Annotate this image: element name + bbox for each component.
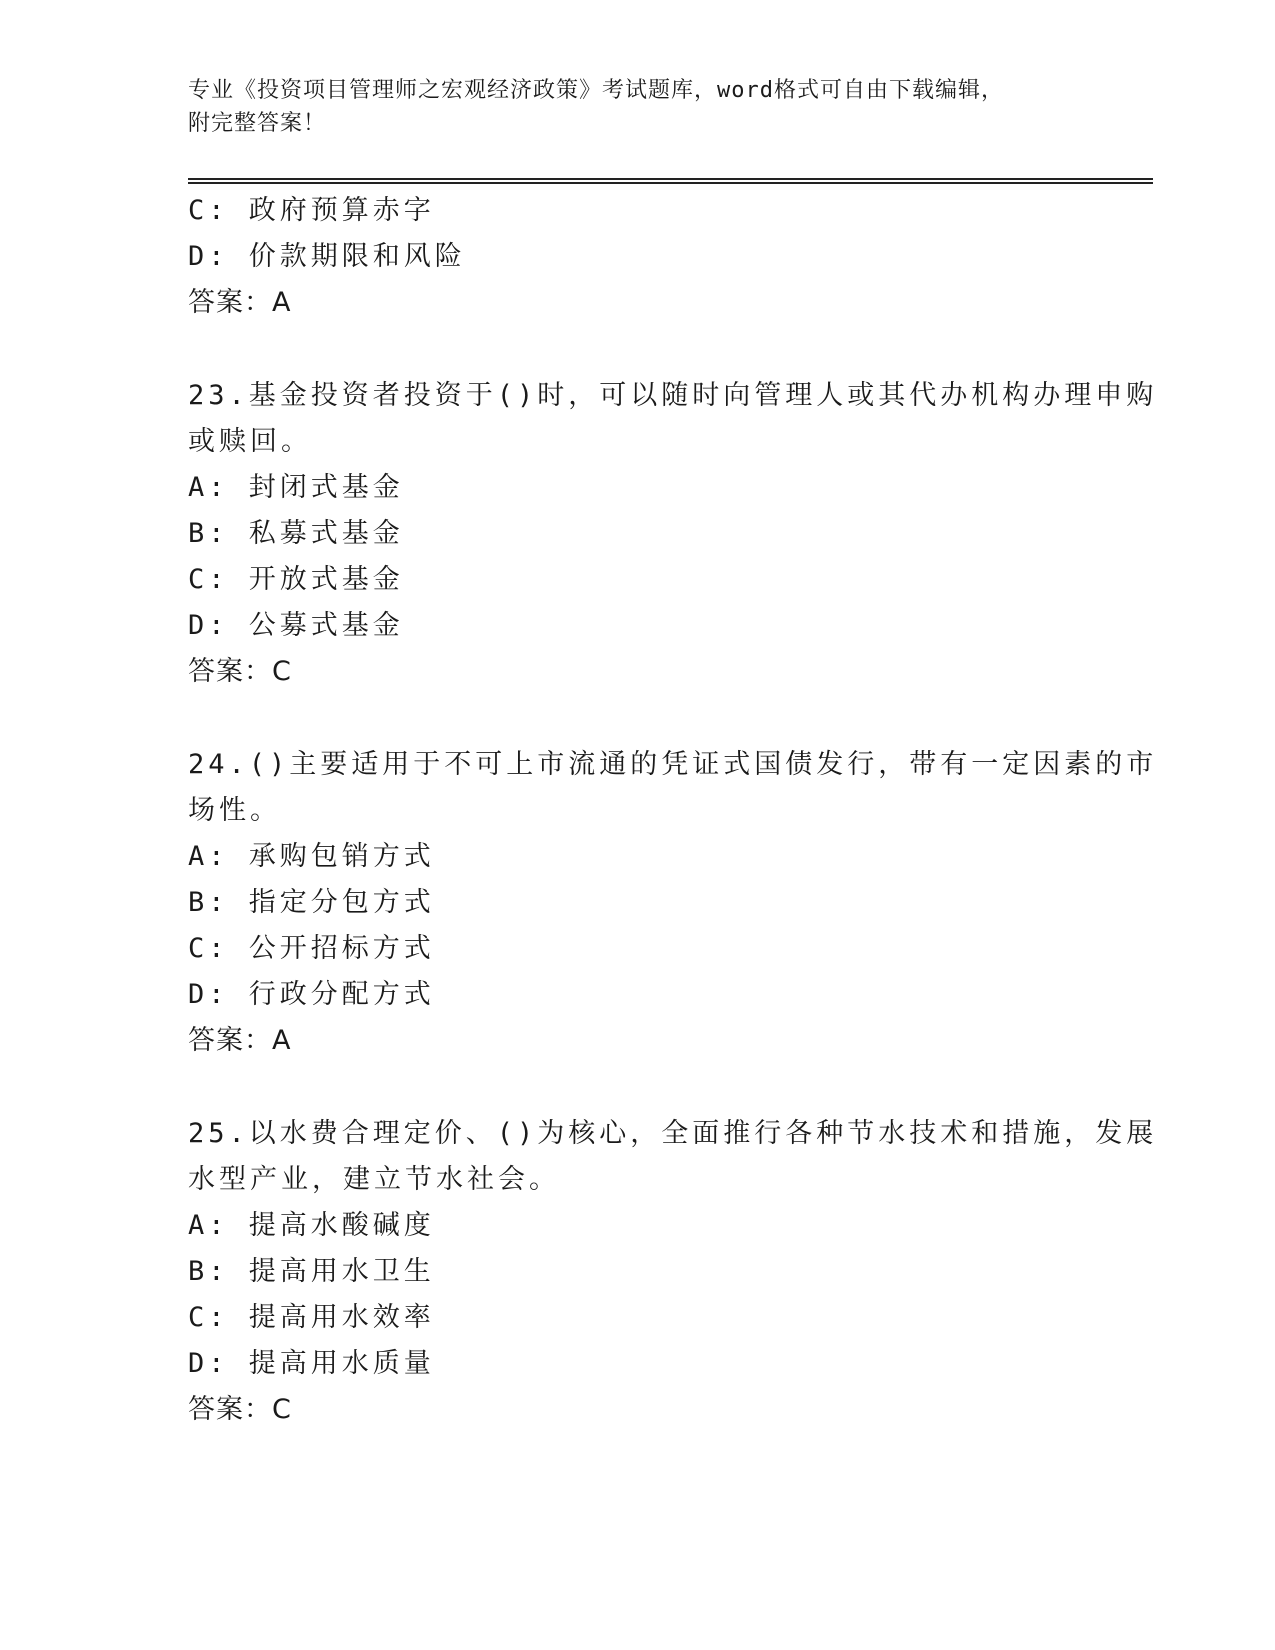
answer-line: 答案：C [188,656,292,687]
question-stem: 场性。 [188,795,281,826]
option-b: B: 私募式基金 [188,518,404,549]
option-d: D: 提高用水质量 [188,1348,435,1379]
option-c: C: 提高用水效率 [188,1302,435,1333]
spacer [188,1064,1088,1111]
option-a: A: 承购包销方式 [188,841,435,872]
spacer [188,326,1088,373]
option-a: A: 封闭式基金 [188,472,404,503]
question-stem: 23.基金投资者投资于()时，可以随时向管理人或其代办机构办理申购 [188,380,1158,411]
question-24 [188,742,1158,1064]
header-divider-inner [188,183,1153,184]
header-line-2: 附完整答案！ [188,111,327,136]
document-body [188,188,1158,1433]
question-23 [188,373,1158,695]
answer-line: 答案：A [188,287,292,318]
question-stem: 24.()主要适用于不可上市流通的凭证式国债发行，带有一定因素的市 [188,749,1158,780]
option-c: C: 政府预算赤字 [188,195,435,226]
question-stem: 25.以水费合理定价、()为核心，全面推行各种节水技术和措施，发展 [188,1118,1158,1149]
option-c: C: 开放式基金 [188,564,404,595]
header-divider [188,178,1153,183]
document-header [188,74,1088,140]
spacer [188,695,1088,742]
question-fragment [188,188,1088,326]
option-d: D: 价款期限和风险 [188,241,466,272]
header-line-1: 专业《投资项目管理师之宏观经济政策》考试题库，word格式可自由下载编辑， [188,78,1004,103]
option-b: B: 提高用水卫生 [188,1256,435,1287]
answer-line: 答案：A [188,1025,292,1056]
option-c: C: 公开招标方式 [188,933,435,964]
option-a: A: 提高水酸碱度 [188,1210,435,1241]
option-d: D: 公募式基金 [188,610,404,641]
answer-line: 答案：C [188,1394,292,1425]
question-stem: 水型产业，建立节水社会。 [188,1164,560,1195]
question-25 [188,1111,1158,1433]
question-stem: 或赎回。 [188,426,312,457]
option-b: B: 指定分包方式 [188,887,435,918]
option-d: D: 行政分配方式 [188,979,435,1010]
